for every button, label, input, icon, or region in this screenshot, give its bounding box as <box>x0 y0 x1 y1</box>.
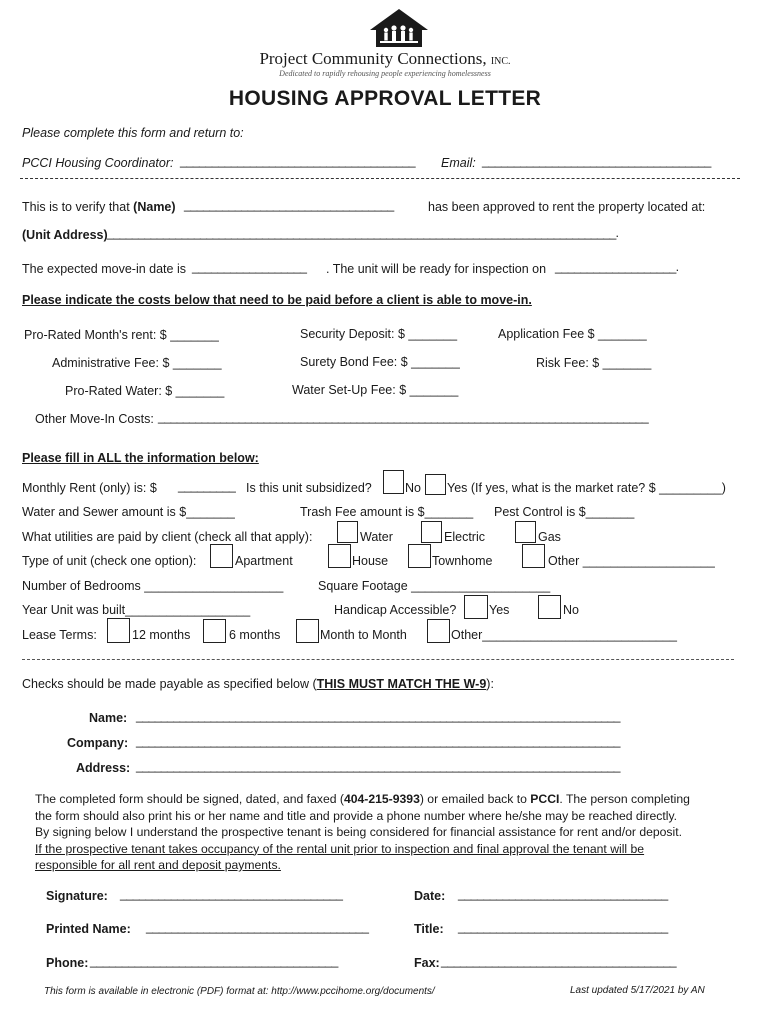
coordinator-field[interactable]: _____________________________________ <box>180 154 416 168</box>
lease-6-months-checkbox[interactable] <box>203 619 226 643</box>
verify-text: This is to verify that (Name) <box>22 200 176 214</box>
payee-company-field[interactable]: ______________________________________________________________________________ <box>136 734 620 748</box>
movein-date-field[interactable]: __________________ <box>192 260 307 274</box>
unit-other-checkbox[interactable] <box>522 544 545 568</box>
lease-month-to-month-label: Month to Month <box>320 628 407 642</box>
unit-house-checkbox[interactable] <box>328 544 351 568</box>
utility-gas-label: Gas <box>538 530 561 544</box>
title-label: Title: <box>414 922 444 936</box>
unit-other-field[interactable]: Other ___________________ <box>548 554 715 568</box>
handicap-no-label: No <box>563 603 579 617</box>
signature-label: Signature: <box>46 889 108 903</box>
unit-apartment-checkbox[interactable] <box>210 544 233 568</box>
prorated-rent-field[interactable]: Pro-Rated Month's rent: $ _______ <box>24 328 219 342</box>
organization-name: Project Community Connections, INC. <box>259 49 511 68</box>
section-divider <box>20 178 740 179</box>
fax-field[interactable]: _____________________________________ <box>441 954 677 968</box>
lease-6-months-label: 6 months <box>229 628 281 642</box>
date-label: Date: <box>414 889 446 903</box>
subsidized-question: Is this unit subsidized? <box>246 481 372 495</box>
market-rate-field[interactable]: Yes (If yes, what is the market rate? $ _________) <box>447 481 726 495</box>
utility-electric-label: Electric <box>444 530 485 544</box>
payee-address-label: Address: <box>76 761 131 775</box>
email-label: Email: <box>441 156 476 170</box>
date-field[interactable]: _________________________________ <box>458 887 668 901</box>
lease-other-checkbox[interactable] <box>427 619 450 643</box>
lease-12-months-checkbox[interactable] <box>107 618 130 643</box>
lease-terms-label: Lease Terms: <box>22 628 97 642</box>
title-field[interactable]: _________________________________ <box>458 920 668 934</box>
section-divider <box>22 659 734 660</box>
lease-12-months-label: 12 months <box>132 628 191 642</box>
payee-name-label: Name: <box>89 711 128 725</box>
lease-month-to-month-checkbox[interactable] <box>296 619 319 643</box>
other-costs-field[interactable]: _______________________________________________________________________________ <box>158 410 648 424</box>
inspection-label: . The unit will be ready for inspection on <box>326 262 547 276</box>
unit-address-label: (Unit Address) <box>22 228 108 242</box>
security-deposit-field[interactable]: Security Deposit: $ _______ <box>300 327 458 341</box>
utility-water-checkbox[interactable] <box>337 521 358 543</box>
checks-payable-text: Checks should be made payable as specified below (THIS MUST MATCH THE W-9): <box>22 677 494 691</box>
unit-address-field[interactable]: __________________________________________________________________________________. <box>107 226 619 240</box>
tenant-name-field[interactable]: _________________________________ <box>184 198 394 212</box>
surety-bond-field[interactable]: Surety Bond Fee: $ _______ <box>300 355 460 369</box>
unit-house-label: House <box>352 554 389 568</box>
lease-other-field[interactable]: Other____________________________ <box>451 628 677 642</box>
subsidized-yes-checkbox[interactable] <box>425 474 446 495</box>
application-fee-field[interactable]: Application Fee $ _______ <box>498 327 647 341</box>
handicap-yes-checkbox[interactable] <box>464 595 488 619</box>
subsidized-no-checkbox[interactable] <box>383 470 404 494</box>
payee-company-label: Company: <box>67 736 129 750</box>
return-instruction: Please complete this form and return to: <box>22 126 244 140</box>
costs-heading: Please indicate the costs below that need to be paid before a client is able to move-in. <box>22 293 532 307</box>
info-heading: Please fill in ALL the information below: <box>22 451 259 465</box>
water-sewer-field[interactable]: Water and Sewer amount is $_______ <box>22 505 235 519</box>
monthly-rent-field[interactable]: _________ <box>178 479 236 493</box>
pest-control-field[interactable]: Pest Control is $_______ <box>494 505 635 519</box>
trash-fee-field[interactable]: Trash Fee amount is $_______ <box>300 505 474 519</box>
organization-tagline: Dedicated to rapidly rehousing people experiencing homelessness <box>279 69 491 78</box>
water-setup-field[interactable]: Water Set-Up Fee: $ _______ <box>292 383 459 397</box>
risk-fee-field[interactable]: Risk Fee: $ _______ <box>536 356 652 370</box>
fax-label: Fax: <box>414 956 440 970</box>
signature-field[interactable]: ___________________________________ <box>120 887 343 901</box>
unit-townhome-label: Townhome <box>432 554 493 568</box>
payee-address-field[interactable]: ______________________________________________________________________________ <box>136 759 620 773</box>
utilities-question: What utilities are paid by client (check all that apply): <box>22 530 313 544</box>
coordinator-label: PCCI Housing Coordinator: <box>22 156 174 170</box>
square-footage-field[interactable]: Square Footage ____________________ <box>318 579 551 593</box>
phone-field[interactable]: _______________________________________ <box>90 954 338 968</box>
prorated-water-field[interactable]: Pro-Rated Water: $ _______ <box>65 384 225 398</box>
inspection-date-field[interactable]: ___________________. <box>555 260 679 274</box>
unit-townhome-checkbox[interactable] <box>408 544 431 568</box>
email-field[interactable]: ____________________________________ <box>482 154 711 168</box>
subsidized-no-label: No <box>405 481 421 495</box>
unit-type-question: Type of unit (check one option): <box>22 554 197 568</box>
phone-label: Phone: <box>46 956 89 970</box>
verify-suffix: has been approved to rent the property located at: <box>428 200 706 214</box>
handicap-yes-label: Yes <box>489 603 510 617</box>
printed-name-field[interactable]: ___________________________________ <box>146 920 369 934</box>
document-title: HOUSING APPROVAL LETTER <box>228 87 542 110</box>
monthly-rent-label: Monthly Rent (only) is: $ <box>22 481 157 495</box>
admin-fee-field[interactable]: Administrative Fee: $ _______ <box>52 356 222 370</box>
unit-apartment-label: Apartment <box>235 554 293 568</box>
other-costs-label: Other Move-In Costs: <box>35 412 154 426</box>
printed-name-label: Printed Name: <box>46 922 131 936</box>
bedrooms-field[interactable]: Number of Bedrooms ____________________ <box>22 579 284 593</box>
house-family-logo-icon <box>368 8 430 48</box>
utility-water-label: Water <box>360 530 393 544</box>
handicap-no-checkbox[interactable] <box>538 595 561 619</box>
handicap-question: Handicap Accessible? <box>334 603 457 617</box>
utility-electric-checkbox[interactable] <box>421 521 442 543</box>
payee-name-field[interactable]: ______________________________________________________________________________ <box>136 709 620 723</box>
footer-pdf-note: This form is available in electronic (PDF) format at: http://www.pccihome.org/documents/ <box>44 986 435 997</box>
year-built-field[interactable]: Year Unit was built__________________ <box>22 603 251 617</box>
movein-label: The expected move-in date is <box>22 262 186 276</box>
utility-gas-checkbox[interactable] <box>515 521 536 543</box>
closing-paragraph: The completed form should be signed, dated, and faxed (404-215-9393) or emailed back to PCCI. The person completing the form should also print his or her name and title and provide a phone number where he/she may be reached directly. By signing below I understand the prospective tenant is being considered for financial assistance for rent and/or deposit. If the prospective tenant takes occupancy of the rental unit prior to inspection and final approval the tenant will be responsible for all rent and deposit payments. <box>35 792 690 872</box>
footer-last-updated: Last updated 5/17/2021 by AN <box>570 985 705 996</box>
